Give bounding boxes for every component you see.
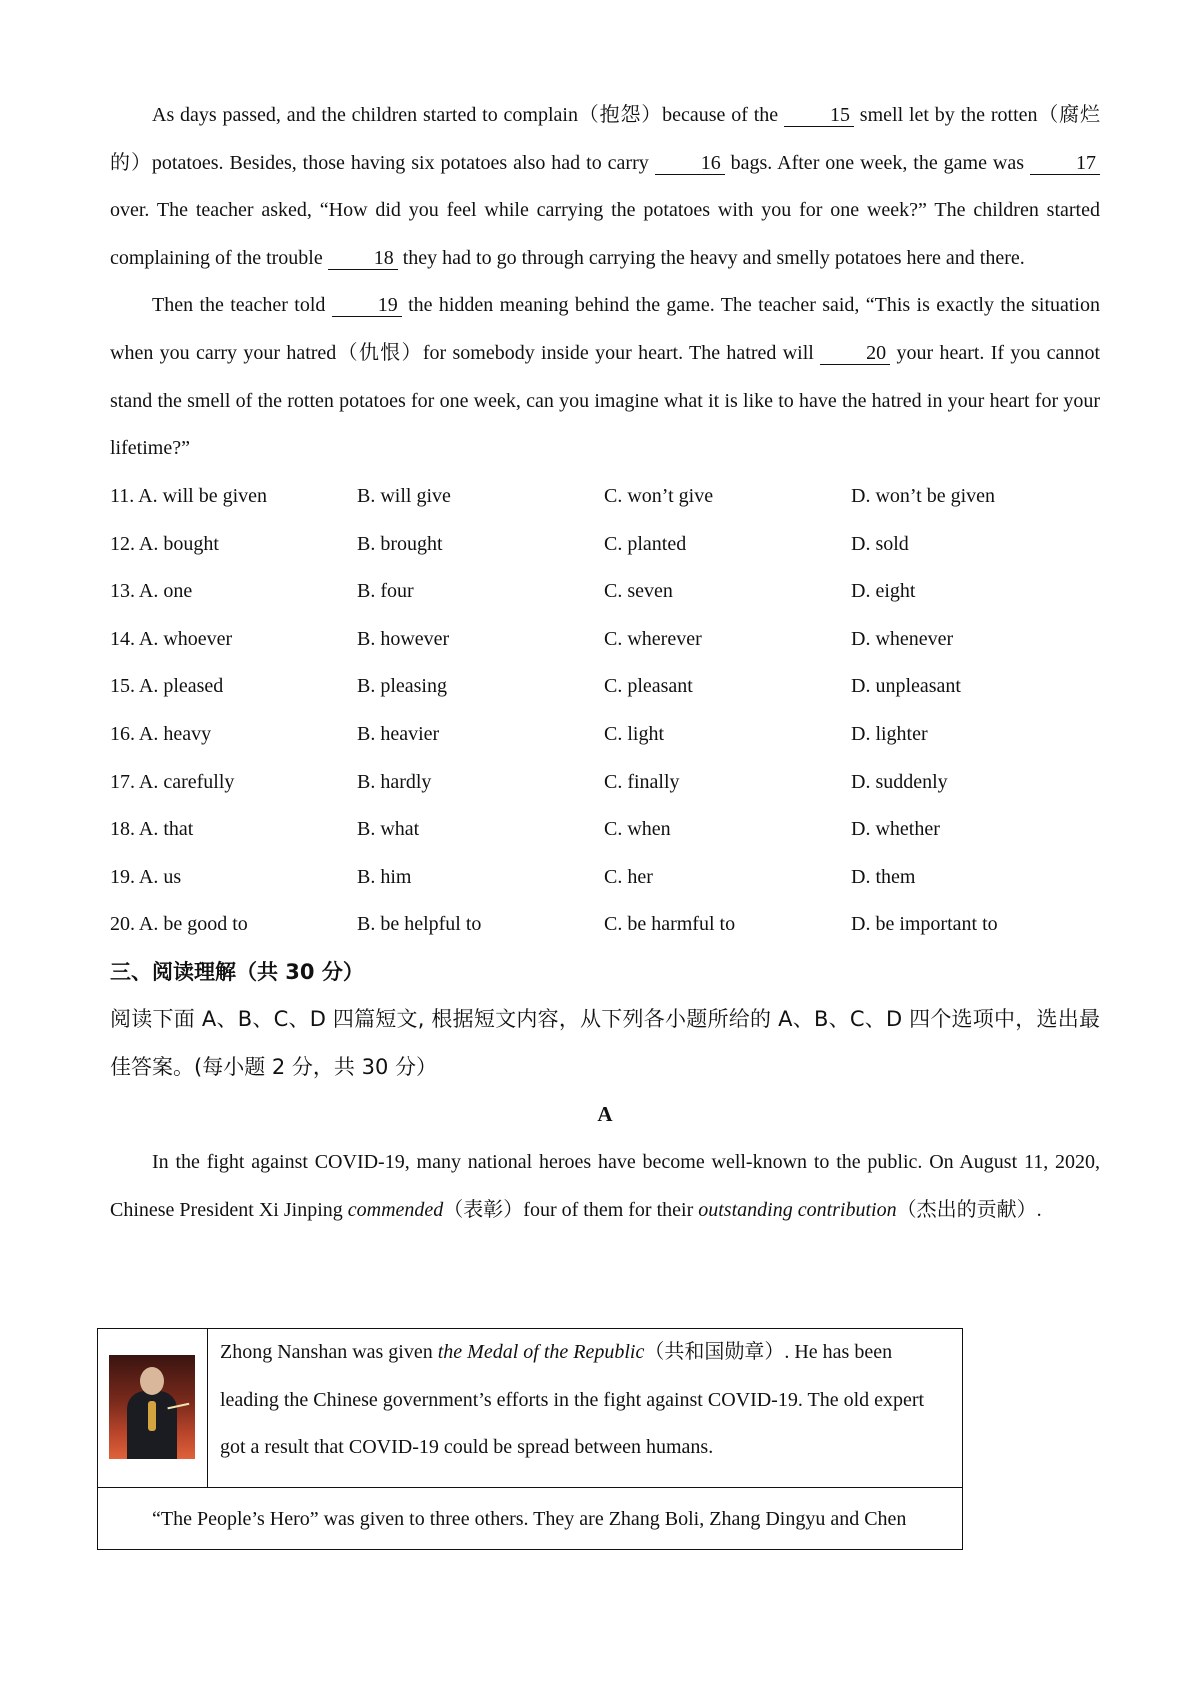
option-row-12 [110, 520, 1100, 568]
option-d: D. whenever [851, 627, 954, 650]
option-c: C. seven [604, 580, 673, 603]
text-span: （杰出的贡献）. [896, 1198, 1042, 1221]
option-b: B. heavier [357, 723, 440, 746]
option-row-16 [110, 711, 1100, 759]
option-d: D. eight [851, 580, 916, 603]
option-c: C. when [604, 818, 671, 841]
table-text-cell [208, 1329, 962, 1487]
text-span: （表彰）four of them for their [443, 1198, 699, 1221]
italic-term: commended [347, 1198, 444, 1221]
option-row-15 [110, 663, 1100, 711]
option-row-14 [110, 616, 1100, 664]
text-span: the hidden meaning behind the game. The teacher said, “This is exactly the situation when you carry your hatred（仇恨）for somebody inside your heart. The hatred will [110, 294, 1100, 364]
option-a: 13. A. one [110, 580, 193, 603]
medal-icon [148, 1401, 156, 1431]
italic-term: outstanding contribution [698, 1198, 897, 1221]
option-b: B. be helpful to [357, 913, 482, 936]
option-row-11 [110, 473, 1100, 521]
text-span: In the fight against COVID-19, many national heroes have become well-known to the public. On August 11, 2020, Chinese President Xi Jinping [110, 1151, 1100, 1221]
blank-19: 19 [332, 294, 402, 317]
option-a: 15. A. pleased [110, 675, 224, 698]
blank-16: 16 [655, 152, 725, 175]
option-d: D. be important to [851, 913, 998, 936]
portrait-head [140, 1367, 164, 1395]
option-a: 17. A. carefully [110, 770, 235, 793]
option-a: 20. A. be good to [110, 913, 248, 936]
blank-20: 20 [820, 342, 890, 365]
option-b: B. brought [357, 532, 443, 555]
option-d: D. whether [851, 818, 940, 841]
option-row-17 [110, 758, 1100, 806]
option-a: 16. A. heavy [110, 723, 212, 746]
option-b: B. pleasing [357, 675, 447, 698]
option-c: C. her [604, 865, 653, 888]
italic-term: the Medal of the Republic [437, 1341, 645, 1363]
option-c: C. finally [604, 770, 680, 793]
option-row-18 [110, 806, 1100, 854]
table-row: “The People’s Hero” was given to three others. They are Zhang Boli, Zhang Dingyu and Chen [152, 1508, 907, 1530]
text-span: smell let by the rotten（腐烂的）potatoes. Besides, those having six potatoes also had to carry [110, 104, 1100, 174]
option-a: 14. A. whoever [110, 627, 233, 650]
photo-cell [98, 1329, 208, 1487]
text-span: （共和国勋章）. He has been leading the Chinese government’s efforts in the fight against COVID-19. The old expert got a result that COVID-19 could be spread between humans. [220, 1341, 925, 1459]
text-span: bags. After one week, the game was [724, 151, 1030, 174]
option-a: 11. A. will be given [110, 485, 268, 508]
option-a: 19. A. us [110, 865, 182, 888]
answer-options [110, 473, 1100, 949]
option-d: D. lighter [851, 723, 928, 746]
option-b: B. will give [357, 485, 451, 508]
text-span: your heart. If you cannot stand the smell of the rotten potatoes for one week, can you imagine what it is like to have the hatred in your heart for your lifetime?” [110, 341, 1100, 460]
passage-paragraph-1 [110, 92, 1100, 282]
section-instruction: 阅读下面 A、B、C、D 四篇短文, 根据短文内容，从下列各小题所给的 A、B、C、D 四个选项中，选出最佳答案。(每小题 2 分，共 30 分） [110, 1007, 1100, 1079]
option-c: C. won’t give [604, 485, 714, 508]
passage-a-intro [110, 1139, 1100, 1234]
option-b: B. however [357, 627, 450, 650]
option-b: B. hardly [357, 770, 432, 793]
table-row [98, 1329, 962, 1488]
option-c: C. planted [604, 532, 687, 555]
option-b: B. him [357, 865, 412, 888]
section-title: 三、阅读理解（共 30 分） [110, 959, 364, 984]
text-span: Then the teacher told [152, 294, 332, 317]
option-c: C. pleasant [604, 675, 693, 698]
blank-15: 15 [784, 104, 854, 127]
blank-18: 18 [328, 247, 398, 270]
portrait-image [109, 1355, 195, 1459]
passage-paragraph-2 [110, 282, 1100, 472]
text-span: over. The teacher asked, “How did you feel while carrying the potatoes with you for one week?” The children started complaining of the trouble [110, 199, 1100, 269]
passage-label: A [597, 1102, 613, 1127]
option-d: D. unpleasant [851, 675, 961, 698]
option-c: C. be harmful to [604, 913, 736, 936]
option-b: B. what [357, 818, 420, 841]
text-span: As days passed, and the children started to complain（抱怨）because of the [152, 104, 784, 126]
heroes-table [97, 1328, 963, 1550]
option-row-13 [110, 568, 1100, 616]
option-row-19 [110, 854, 1100, 902]
option-d: D. suddenly [851, 770, 948, 793]
option-c: C. wherever [604, 627, 702, 650]
exam-page [110, 92, 1100, 1234]
option-d: D. won’t be given [851, 485, 996, 508]
text-span: Zhong Nanshan was given [220, 1341, 438, 1363]
text-span: they had to go through carrying the heavy and smelly potatoes here and there. [397, 246, 1025, 269]
option-a: 18. A. that [110, 818, 194, 841]
option-d: D. sold [851, 532, 909, 555]
option-d: D. them [851, 865, 916, 888]
option-a: 12. A. bought [110, 532, 219, 555]
option-row-20 [110, 901, 1100, 949]
blank-17: 17 [1030, 152, 1100, 175]
option-b: B. four [357, 580, 414, 603]
option-c: C. light [604, 723, 665, 746]
